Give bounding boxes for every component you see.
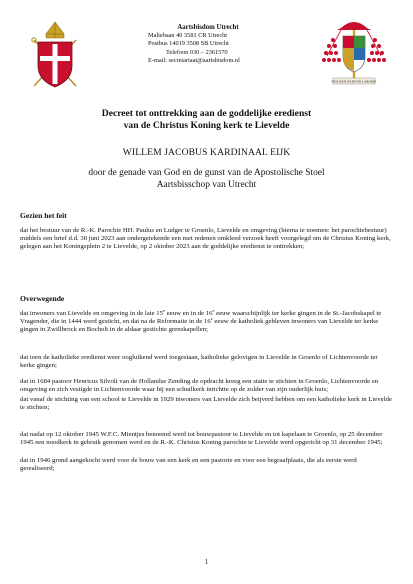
superscript: e: [163, 308, 166, 313]
paragraph-request: dat het bestuur van de R.-K. Parochie HH. Paulus en Ludger te Groenlo, Lievelde en omgeving (hierna te noemen: het parochiebestuur) middels een brief d.d. 30 juni 2023 aan ondergetekende een met redenen omkleed verzoek heeft voorgelegd om de Christus Koning kerk, gelegen aan het Koningsplein 2 te Lievelde, op 2 oktober 2023 aan de goddelijke eredienst te onttrekken;: [20, 227, 391, 251]
text-span: eeuw de katholiek gebleven inwoners van Lievelde ter kerke gingen in Zwillbrock en Bocholt in de aldaar gestichte grenskapellen;: [20, 318, 379, 334]
superscript: e: [212, 308, 215, 313]
cardinal-arms-icon: [319, 16, 389, 92]
text-span: dat inwoners van Lievelde en omgeving in de late 15: [20, 310, 164, 317]
decree-subtitle: van de Christus Koning kerk te Lievelde: [123, 120, 290, 131]
grace-line: door de genade van God en de gunst van de Apostolische Stoel: [88, 168, 325, 178]
paragraph-history-early: [20, 310, 392, 335]
paragraph-1946: dat in 1946 grond aangekocht werd voor de bouw van een kerk en een pastorie en voor een begraafplaats, die als eerste werd gerealiseerd;: [20, 457, 357, 473]
page-number: 1: [204, 558, 209, 566]
section-heading-considering: Overwegende: [20, 294, 65, 303]
motto-text: SINE REPUTABITUR LABORES: [331, 79, 377, 84]
text-span: eeuw en in de 16: [165, 310, 213, 317]
letterhead: [148, 24, 278, 65]
archbishop-line: Aartsbisschop van Utrecht: [156, 179, 257, 190]
decree-title: Decreet tot onttrekking aan de goddelijke eredienst: [101, 108, 312, 119]
text-span: eeuw waarschijnlijk ter kerke gingen in de St.-Jacobskapel te Vragender, die in 1444 werd gesticht, en dat na de Reformatie in de 16: [20, 310, 382, 326]
email-address: E-mail: secretariaat@aartsbisdom.nl: [148, 56, 240, 64]
issuer-title: [0, 168, 413, 191]
issuer-name: WILLEM JACOBUS KARDINAAL EIJK: [122, 147, 291, 158]
organization-name: Aartsbisdom Utrecht: [177, 24, 239, 31]
postbus-address: Postbus 14019 3508 SB Utrecht: [148, 40, 229, 48]
paragraph-tolerated-worship: dat toen de katholieke eredienst weer oogluikend werd toegestaan, katholieke gelovigen in Lievelde in Groenlo of Lichtenvoorde ter kerke gingen;: [20, 354, 378, 370]
superscript: e: [210, 316, 213, 322]
archdiocese-crest-icon: [26, 20, 84, 92]
paragraph-1684: dat in 1684 pastoor Henricus Silvolt van de Hollandse Zending de opdracht kreeg een statie te stichten in Groenlo, Lichtenvoorde en omgeving en zich vestigde in Lichtenvoorde waar hij een schuilkerk inrichtte op de zolder van zijn ouderlijk huis;: [20, 378, 379, 394]
paragraph-1945: dat nadat op 12 oktober 1945 W.F.C. Mientjes benoemd werd tot bouwpastoor te Lievelde en tot kapelaan te Groenlo, op 25 december 1945 een noodkerk in gebruik genomen werd en de R.-K. Christus Koning parochie te Lievelde werd opgericht op 31 december 1945;: [20, 431, 383, 447]
phone-number: Telefoon 030 – 2361570: [166, 48, 228, 56]
street-address: Maliebaan 40 3581 CR Utrecht: [148, 32, 228, 40]
paragraph-school-1929: dat vanaf de stichting van een school te Lievelde in 1929 inwoners van Lievelde zich beijverd hebben om een katholieke kerk in Lievelde te stichten;: [20, 396, 392, 412]
section-heading-fact: Gezien het feit: [20, 211, 67, 220]
